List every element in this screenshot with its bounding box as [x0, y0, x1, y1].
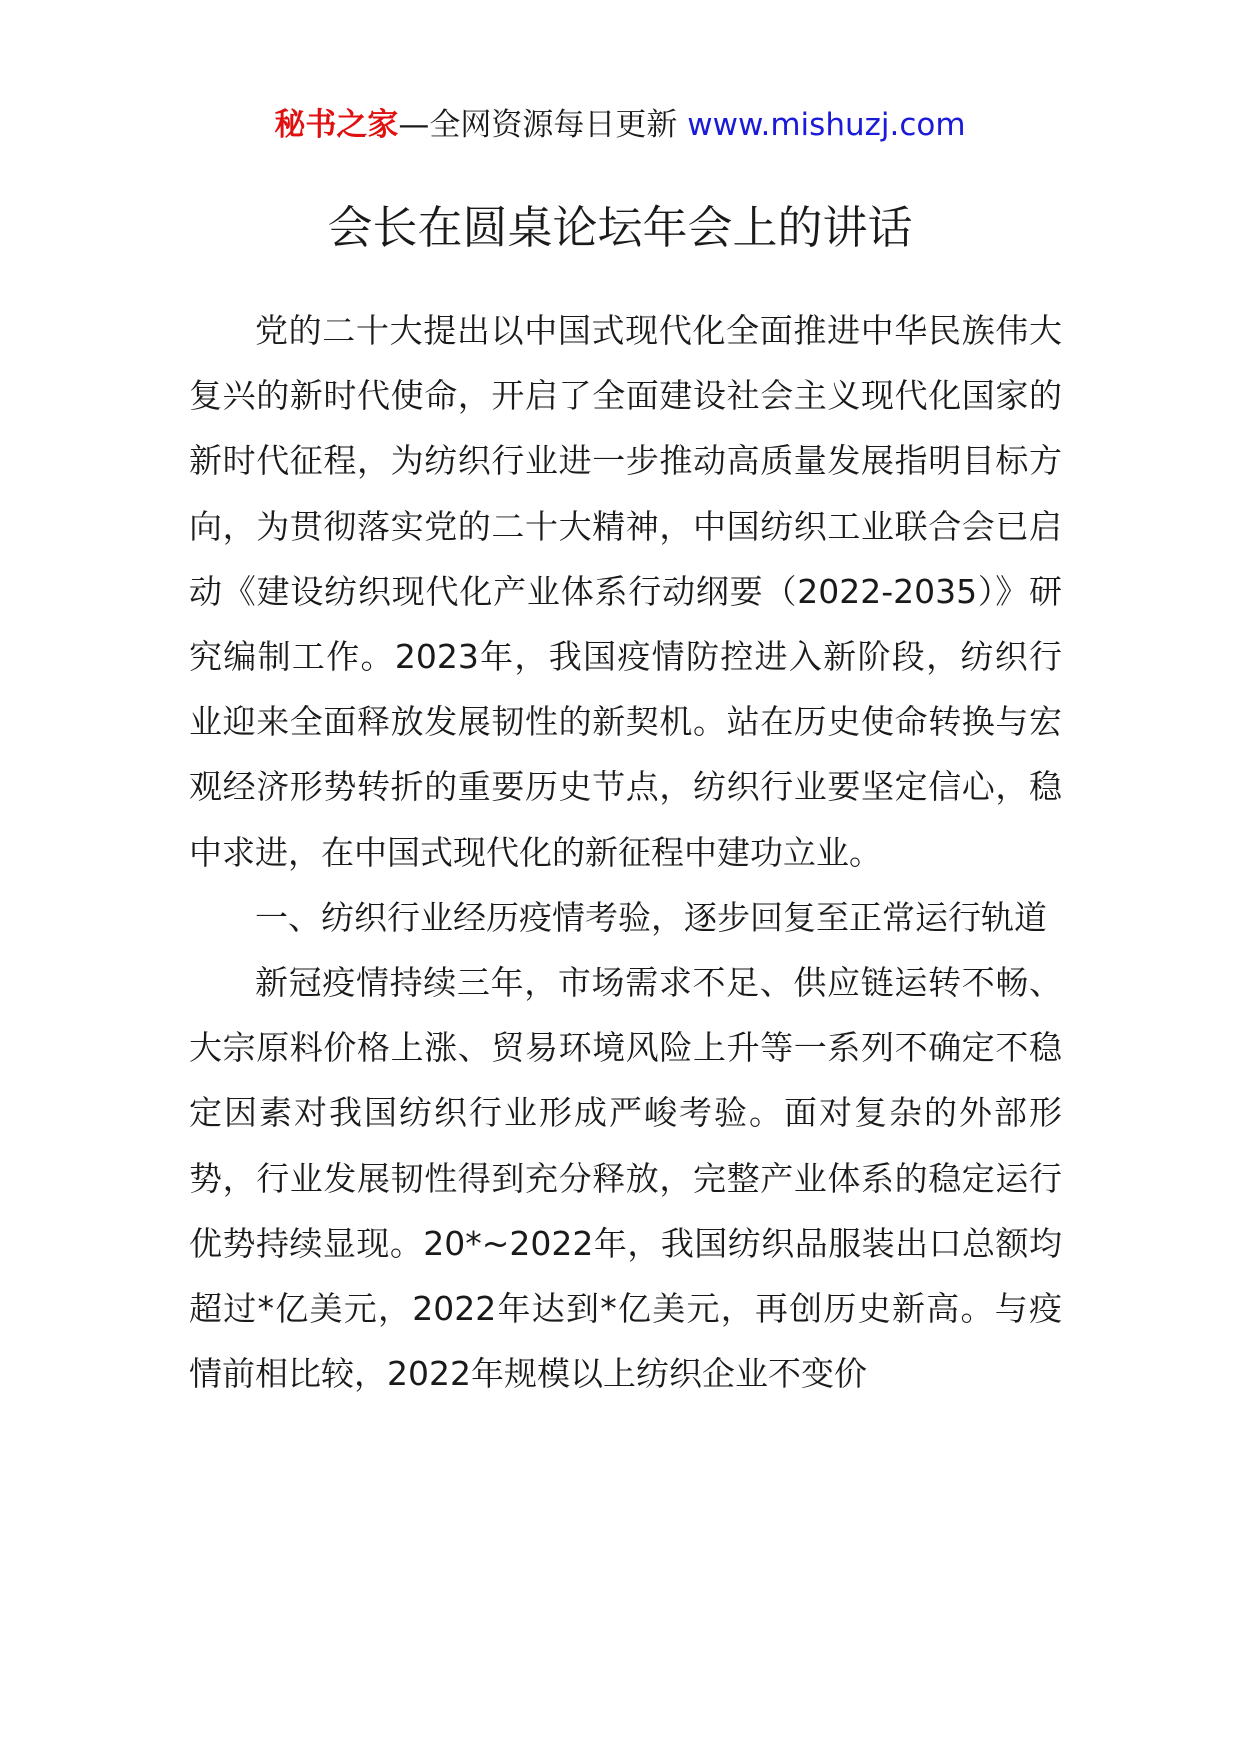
body-paragraph: 新冠疫情持续三年，市场需求不足、供应链运转不畅、大宗原料价格上涨、贸易环境风险上升等一系列不确定不稳定因素对我国纺织行业形成严峻考验。面对复杂的外部形势，行业发展韧性得到充分释放，完整产业体系的稳定运行优势持续显现。20*~2022年，我国纺织品服装出口总额均超过*亿美元，2022年达到*亿美元，再创历史新高。与疫情前相比较，2022年规模以上纺织企业不变价	[189, 963, 1062, 1394]
brand-name: 秘书之家	[274, 107, 399, 143]
document-body	[189, 298, 1062, 1406]
header-slogan: —全网资源每日更新	[398, 107, 688, 143]
site-url-link[interactable]: www.mishuzj.com	[687, 107, 966, 143]
section-heading: 一、纺织行业经历疫情考验，逐步回复至正常运行轨道	[255, 897, 1047, 937]
intro-paragraph: 党的二十大提出以中国式现代化全面推进中华民族伟大复兴的新时代使命，开启了全面建设社会主义现代化国家的新时代征程，为纺织行业进一步推动高质量发展指明目标方向，为贯彻落实党的二十大精神，中国纺织工业联合会已启动《建设纺织现代化产业体系行动纲要（2022-2035）》研究编制工作。2023年，我国疫情防控进入新阶段，纺织行业迎来全面释放发展韧性的新契机。站在历史使命转换与宏观经济形势转折的重要历史节点，纺织行业要坚定信心，稳中求进，在中国式现代化的新征程中建功立业。	[189, 311, 1062, 872]
site-header	[0, 100, 1240, 150]
document-title: 会长在圆桌论坛年会上的讲话	[327, 201, 913, 254]
